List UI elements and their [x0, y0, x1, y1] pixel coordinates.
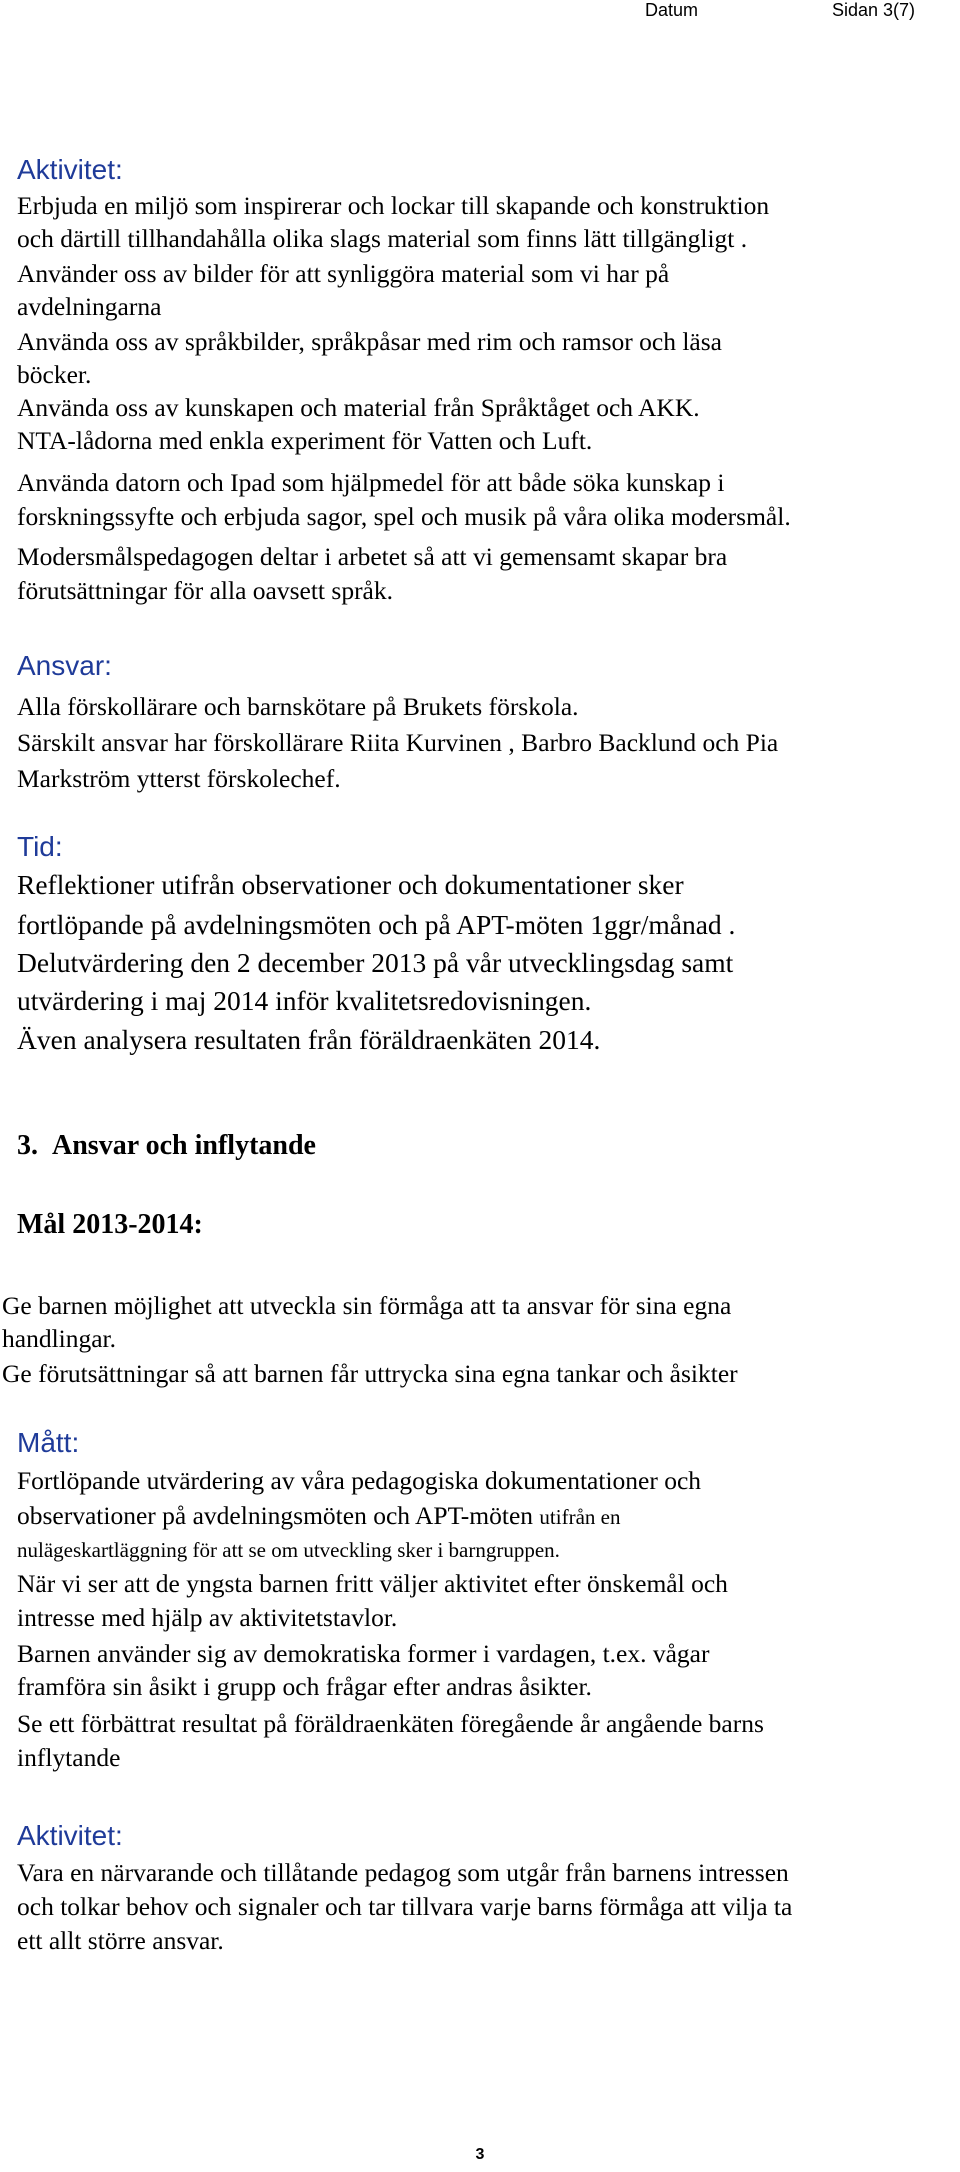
matt-line [17, 1499, 620, 1534]
ansvar-heading: Ansvar: [17, 650, 112, 681]
tid-line: fortlöpande på avdelningsmöten och på APT-möten 1ggr/månad . [17, 909, 736, 940]
mal-line: Ge barnen möjlighet att utveckla sin förmåga att ta ansvar för sina egna [2, 1291, 732, 1320]
aktivitet-heading: Aktivitet: [17, 1820, 123, 1851]
matt-line: Fortlöpande utvärdering av våra pedagogiska dokumentationer och [17, 1466, 702, 1495]
aktivitet-line: och därtill tillhandahålla olika slags material som finns lätt tillgängligt . [17, 224, 748, 253]
ansvar-line: Markström ytterst förskolechef. [17, 764, 341, 793]
aktivitet-line: Använder oss av bilder för att synliggöra material som vi har på [17, 259, 670, 288]
aktivitet-line: Vara en närvarande och tillåtande pedagog som utgår från barnens intressen [17, 1858, 789, 1887]
matt-line: nulägeskartläggning för att se om utveckling sker i barngruppen. [17, 1538, 560, 1562]
matt-line: intresse med hjälp av aktivitetstavlor. [17, 1603, 398, 1632]
aktivitet-line: och tolkar behov och signaler och tar tillvara varje barns förmåga att vilja ta [17, 1892, 793, 1921]
mal-line: handlingar. [2, 1324, 117, 1353]
aktivitet-heading: Aktivitet: [17, 154, 123, 185]
aktivitet-line: Modersmålspedagogen deltar i arbetet så att vi gemensamt skapar bra [17, 542, 728, 571]
mal-heading: Mål 2013-2014: [17, 1209, 203, 1240]
mal-line: Ge förutsättningar så att barnen får uttrycka sina egna tankar och åsikter [2, 1359, 738, 1388]
page-number: 3 [475, 2146, 485, 2163]
section-number: 3. [17, 1130, 38, 1161]
section-title-text: Ansvar och inflytande [52, 1130, 316, 1161]
header-datum: Datum [645, 0, 699, 20]
ansvar-line: Särskilt ansvar har förskollärare Riita Kurvinen , Barbro Backlund och Pia [17, 728, 779, 757]
aktivitet-line: Använda datorn och Ipad som hjälpmedel för att både söka kunskap i [17, 468, 725, 497]
matt-heading: Mått: [17, 1427, 80, 1458]
aktivitet-line: ett allt större ansvar. [17, 1926, 224, 1955]
section-title [17, 1129, 316, 1163]
aktivitet-line: avdelningarna [17, 292, 162, 321]
tid-line: utvärdering i maj 2014 inför kvalitetsredovisningen. [17, 985, 592, 1016]
aktivitet-line: Använda oss av språkbilder, språkpåsar med rim och ramsor och läsa [17, 327, 722, 356]
aktivitet-line: böcker. [17, 360, 92, 389]
aktivitet-line: forskningssyfte och erbjuda sagor, spel och musik på våra olika modersmål. [17, 502, 791, 531]
page-header [0, 0, 960, 30]
matt-line: Barnen använder sig av demokratiska former i vardagen, t.ex. vågar [17, 1639, 710, 1668]
matt-line-main: observationer på avdelningsmöten och APT-möten [17, 1501, 540, 1530]
ansvar-line: Alla förskollärare och barnskötare på Brukets förskola. [17, 692, 579, 721]
header-page-indicator: Sidan 3(7) [832, 0, 916, 20]
tid-line: Delutvärdering den 2 december 2013 på vår utvecklingsdag samt [17, 947, 734, 978]
aktivitet-line: Använda oss av kunskapen och material från Språktåget och AKK. [17, 393, 700, 422]
matt-line: framföra sin åsikt i grupp och frågar efter andras åsikter. [17, 1672, 592, 1701]
matt-line: inflytande [17, 1743, 121, 1772]
aktivitet-line: förutsättningar för alla oavsett språk. [17, 576, 394, 605]
tid-line: Reflektioner utifrån observationer och dokumentationer sker [17, 869, 684, 900]
tid-heading: Tid: [17, 831, 63, 862]
tid-line: Även analysera resultaten från föräldraenkäten 2014. [17, 1024, 601, 1055]
matt-line: Se ett förbättrat resultat på föräldraenkäten föregående år angående barns [17, 1709, 764, 1738]
aktivitet-line: Erbjuda en miljö som inspirerar och lockar till skapande och konstruktion [17, 191, 770, 220]
matt-line: När vi ser att de yngsta barnen fritt väljer aktivitet efter önskemål och [17, 1569, 728, 1598]
matt-line-small: utifrån en [539, 1505, 621, 1529]
aktivitet-line: NTA-lådorna med enkla experiment för Vatten och Luft. [17, 426, 593, 455]
